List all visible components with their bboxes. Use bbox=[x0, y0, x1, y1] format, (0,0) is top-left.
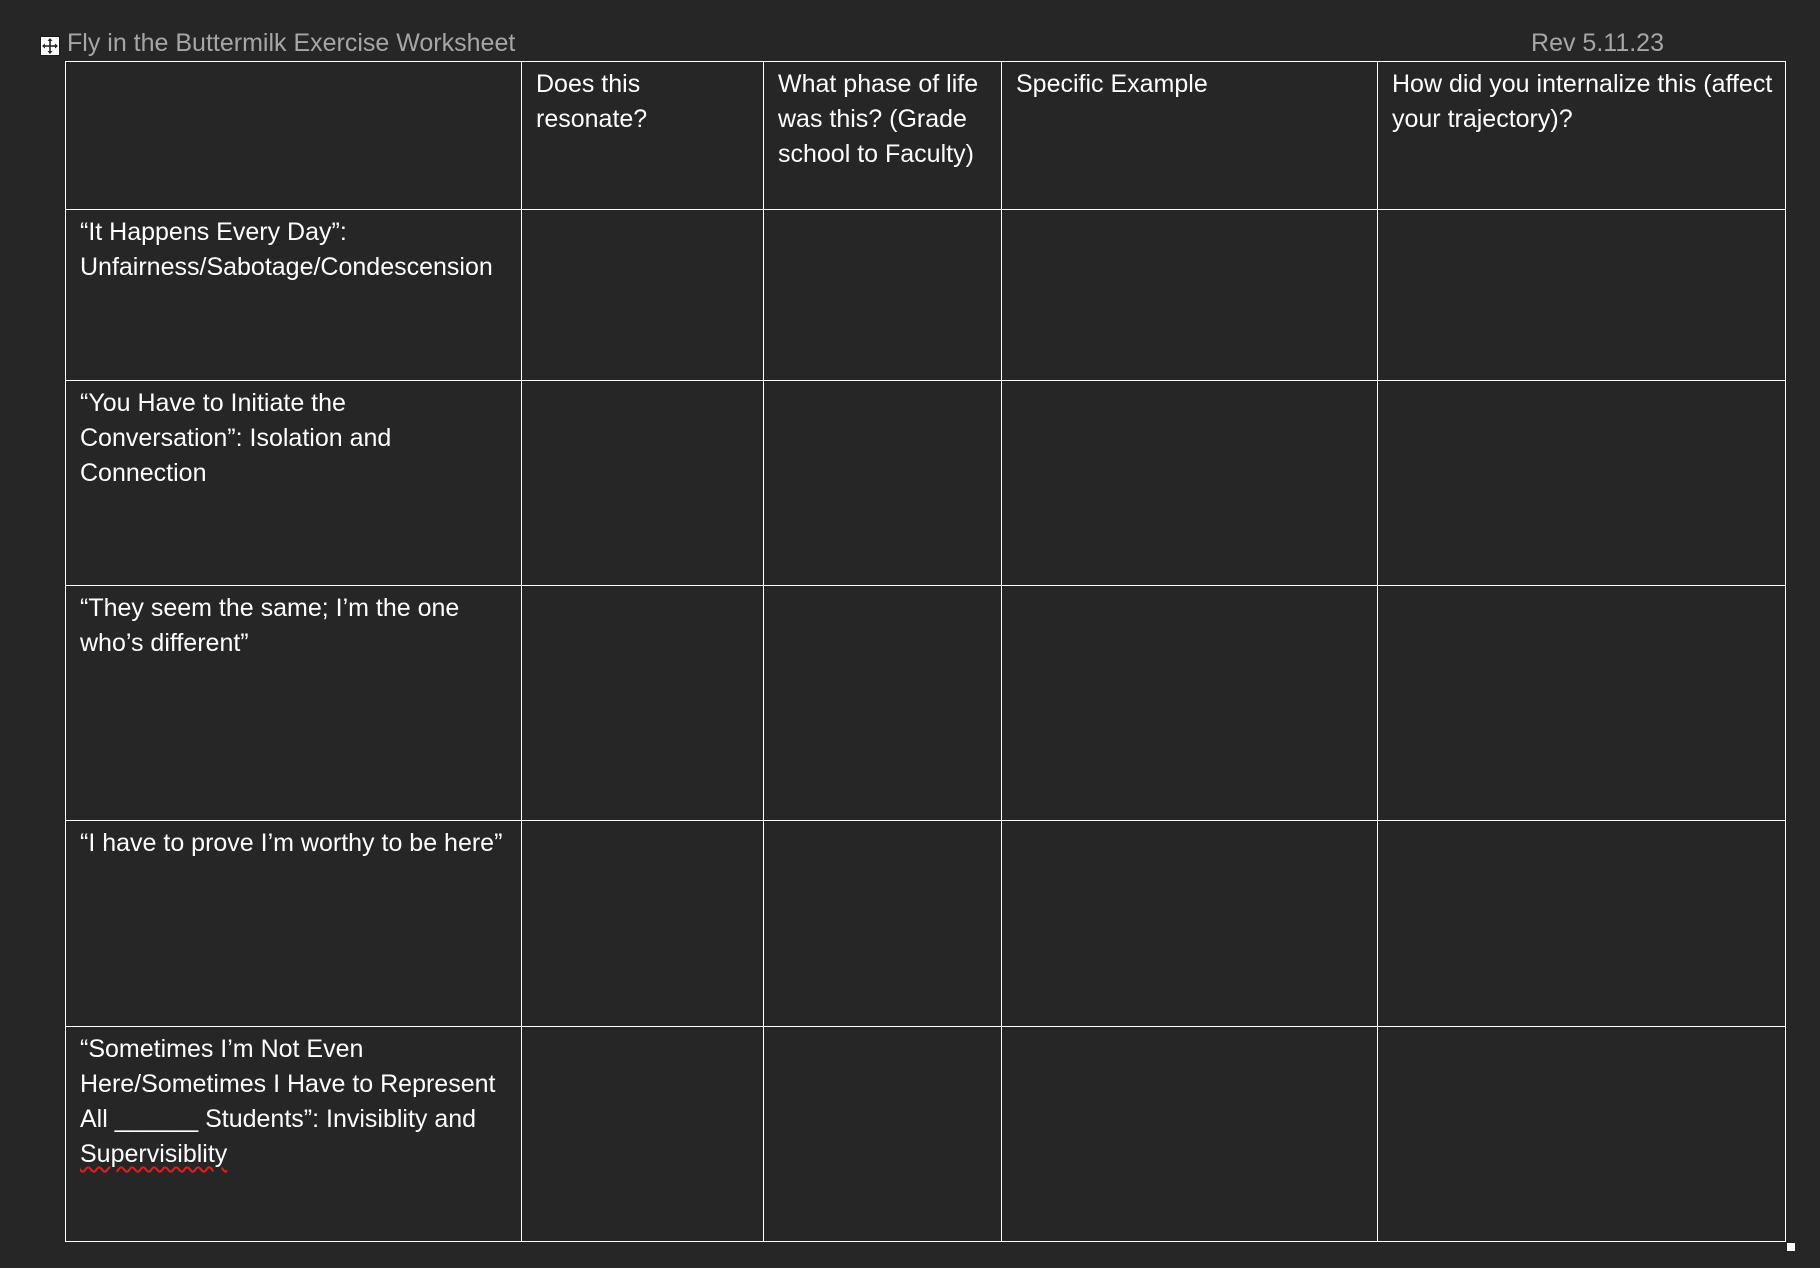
prompt-cell[interactable]: “You Have to Initiate the Conversation”: Isolation and Connection bbox=[66, 381, 522, 586]
resonate-cell[interactable] bbox=[522, 381, 764, 586]
prompt-cell[interactable]: “I have to prove I’m worthy to be here” bbox=[66, 821, 522, 1027]
table-row bbox=[66, 821, 1786, 1027]
document-revision: Rev 5.11.23 bbox=[1531, 29, 1664, 57]
table-row bbox=[66, 1027, 1786, 1242]
example-cell[interactable] bbox=[1002, 821, 1378, 1027]
phase-cell[interactable] bbox=[764, 586, 1002, 821]
resonate-cell[interactable] bbox=[522, 821, 764, 1027]
internalize-cell[interactable] bbox=[1378, 210, 1786, 381]
table-resize-handle-icon[interactable] bbox=[1787, 1243, 1795, 1251]
worksheet-table bbox=[65, 61, 1786, 1242]
resonate-cell[interactable] bbox=[522, 1027, 764, 1242]
prompt-cell[interactable] bbox=[66, 1027, 522, 1242]
header-row bbox=[66, 62, 1786, 210]
example-cell[interactable] bbox=[1002, 586, 1378, 821]
example-cell[interactable] bbox=[1002, 381, 1378, 586]
prompt-text: “Sometimes I’m Not Even Here/Sometimes I Have to Represent All ______ Students”: Invisiblity and bbox=[80, 1035, 496, 1133]
prompt-cell[interactable]: “They seem the same; I’m the one who’s different” bbox=[66, 586, 522, 821]
header-cell-internalize[interactable]: How did you internalize this (affect your trajectory)? bbox=[1378, 62, 1786, 210]
phase-cell[interactable] bbox=[764, 381, 1002, 586]
example-cell[interactable] bbox=[1002, 210, 1378, 381]
resonate-cell[interactable] bbox=[522, 210, 764, 381]
table-move-handle-icon[interactable] bbox=[40, 36, 60, 56]
table-row bbox=[66, 586, 1786, 821]
header-cell-resonate[interactable]: Does this resonate? bbox=[522, 62, 764, 210]
phase-cell[interactable] bbox=[764, 1027, 1002, 1242]
table-row bbox=[66, 381, 1786, 586]
header-cell-example[interactable]: Specific Example bbox=[1002, 62, 1378, 210]
internalize-cell[interactable] bbox=[1378, 1027, 1786, 1242]
resonate-cell[interactable] bbox=[522, 586, 764, 821]
document-header bbox=[0, 0, 1820, 60]
internalize-cell[interactable] bbox=[1378, 381, 1786, 586]
example-cell[interactable] bbox=[1002, 1027, 1378, 1242]
phase-cell[interactable] bbox=[764, 210, 1002, 381]
internalize-cell[interactable] bbox=[1378, 586, 1786, 821]
header-cell-phase[interactable]: What phase of life was this? (Grade school to Faculty) bbox=[764, 62, 1002, 210]
prompt-cell[interactable]: “It Happens Every Day”: Unfairness/Sabotage/Condescension bbox=[66, 210, 522, 381]
table-row bbox=[66, 210, 1786, 381]
header-cell-blank[interactable] bbox=[66, 62, 522, 210]
misspelled-word[interactable]: Supervisiblity bbox=[80, 1140, 228, 1168]
internalize-cell[interactable] bbox=[1378, 821, 1786, 1027]
phase-cell[interactable] bbox=[764, 821, 1002, 1027]
document-title: Fly in the Buttermilk Exercise Worksheet bbox=[67, 29, 516, 57]
